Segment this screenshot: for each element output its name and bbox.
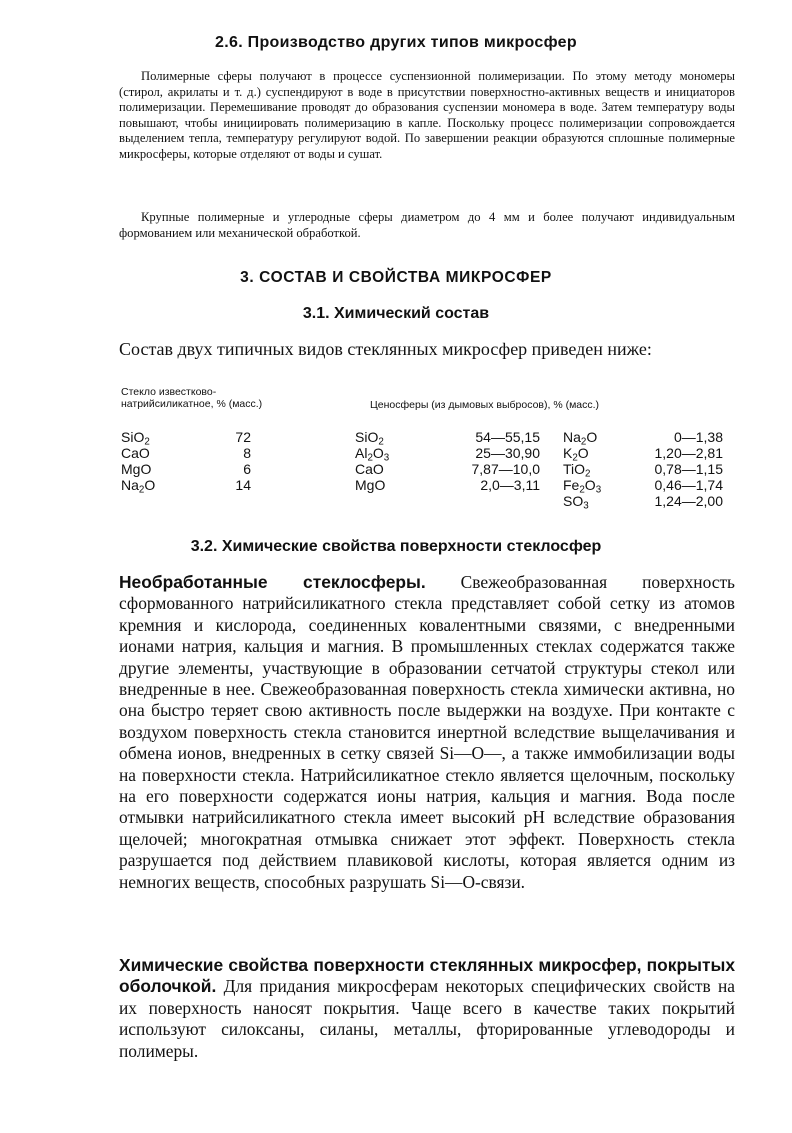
composition-intro: Состав двух типичных видов стеклянных микросфер приведен ниже:: [119, 339, 652, 359]
oxide-value: 1,20—2,81: [654, 445, 723, 461]
paragraph-coated-microspheres: [119, 955, 735, 1062]
oxide-value: 7,87—10,0: [471, 461, 540, 477]
table-row: [121, 461, 251, 477]
paragraph-untreated-glass: [119, 572, 735, 893]
table-row: [121, 429, 251, 448]
oxide-name: CaO: [355, 461, 384, 477]
oxide-name: $K_2O$: [563, 445, 589, 464]
oxide-name: $Al_2O_3$: [355, 445, 390, 464]
paragraph-lead: Необработанные стеклосферы.: [119, 572, 426, 592]
oxide-value: 0,78—1,15: [654, 461, 723, 477]
table-row: [355, 429, 540, 448]
table-row: [121, 477, 251, 496]
oxide-name: TiO$_2$: [563, 461, 591, 480]
table-row: [355, 477, 540, 493]
oxide-name: MgO: [355, 477, 386, 493]
table-row: [563, 429, 723, 448]
oxide-value: 1,24—2,00: [654, 493, 723, 509]
oxide-name: $Fe_2O_3$: [563, 477, 602, 496]
table-row: [121, 445, 251, 461]
oxide-name: $Na_2O$: [563, 429, 598, 448]
section-heading-3-2: 3.2. Химические свойства поверхности стеклосфер: [190, 538, 602, 555]
paragraph-body: Свежеобразованная поверхность сформованного натрийсиликатного стекла представляет собой сетку из атомов кремния и кислорода, соединенных ковалентными связями, с внедренными ионами натрия, кальция и магния. В промышленных стеклах содержатся также другие элементы, участвующие в образовании сетчатой структуры стекол или внедренные в нее. Свежеобразованная поверхность стекла химически активна, но она быстро теряет свою активность после выдержки на воздухе. При контакте с воздухом поверхность стекла становится инертной вследствие выщелачивания и обмена ионов, внедренных в сетку связей Si—O—, а также иммобилизации воды на поверхности стекла. Натрийсиликатное стекло является щелочным, поскольку на его поверхности содержатся ионы натрия, кальция и магния. Вода после отмывки натрийсиликатного стекла имеет высокий pH вследствие образования щелочей; многократная отмывка снижает этот эффект. Поверхность стекла разрушается под действием плавиковой кислоты, которая является одним из немногих веществ, способных разрушать Si—O-связи.: [119, 572, 735, 892]
oxide-value: 6: [243, 461, 251, 477]
oxide-name: SiO$_2$: [355, 429, 384, 448]
oxide-value: 54—55,15: [475, 429, 540, 445]
paragraph-polymer-spheres: Полимерные сферы получают в процессе суспензионной полимеризации. По этому методу мономеры (стирол, акрилаты и т. д.) суспендируют в воде в присутствии поверхностно-активных веществ и инициаторов полимеризации. Перемешивание проводят до образования суспензии мономера в воде. Затем температуру воды повышают, чтобы инициировать полимеризацию в капле. Поскольку процесс полимеризации сопровождается выделением тепла, температуру регулируют водой. По завершении реакции образуются сплошные полимерные микросферы, которые отделяют от воды и сушат.: [119, 69, 735, 161]
paragraph-lead: Химические свойства поверхности стеклянных микросфер, покрытых оболочкой.: [119, 955, 735, 997]
table-row: [563, 445, 723, 464]
cenosphere-composition-column-1: [355, 429, 540, 493]
oxide-value: 14: [235, 477, 251, 493]
table-row: [355, 461, 540, 477]
oxide-value: 0,46—1,74: [654, 477, 723, 493]
table-header-glass: Стекло известково-натрийсиликатное, % (масс.): [121, 386, 263, 410]
section-heading-3-1: 3.1. Химический состав: [302, 305, 490, 322]
oxide-name: SiO$_2$: [121, 429, 150, 448]
table-row: [563, 493, 723, 512]
oxide-name: CaO: [121, 445, 150, 461]
chapter-heading-3: 3. СОСТАВ И СВОЙСТВА МИКРОСФЕР: [240, 269, 552, 286]
table-header-cenospheres: Ценосферы (из дымовых выбросов), % (масс.): [370, 399, 600, 411]
oxide-value: 0—1,38: [673, 429, 723, 445]
table-row: [355, 445, 540, 464]
oxide-name: $Na_2O$: [121, 477, 156, 496]
paragraph-body: Для придания микросферам некоторых специфических свойств на их поверхность наносят покрытия. Чаще всего в качестве таких покрытий используют силоксаны, силаны, металлы, фторированные углеводороды и полимеры.: [119, 976, 735, 1061]
glass-composition-column: [121, 429, 251, 496]
table-row: [563, 461, 723, 480]
paragraph-large-spheres: Крупные полимерные и углеродные сферы диаметром до 4 мм и более получают индивидуальным формованием или механической обработкой.: [119, 210, 735, 240]
oxide-name: MgO: [121, 461, 152, 477]
table-row: [563, 477, 723, 496]
oxide-value: 72: [235, 429, 251, 445]
section-heading-2-6: 2.6. Производство других типов микросфер: [215, 34, 577, 51]
oxide-name: $SO_3$: [563, 493, 589, 512]
cenosphere-composition-column-2: [563, 429, 723, 512]
oxide-value: 2,0—3,11: [480, 477, 540, 493]
oxide-value: 25—30,90: [475, 445, 540, 461]
oxide-value: 8: [243, 445, 251, 461]
